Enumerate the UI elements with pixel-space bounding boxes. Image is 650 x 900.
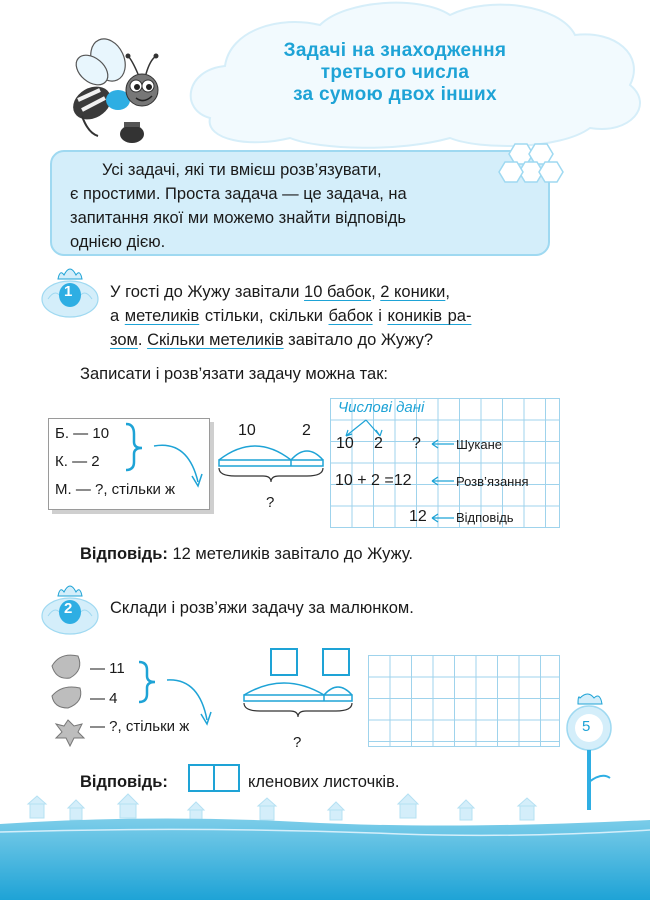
honeycomb-icon — [495, 140, 565, 200]
task1-answer: Відповідь: 12 метеликів завітало до Жужу. — [80, 545, 414, 563]
segment-diagram-2 — [240, 675, 360, 735]
answer-digit-box-2[interactable] — [213, 764, 240, 792]
card-row-dragonflies: Б. — 10 — [55, 425, 110, 442]
bee-mascot-icon — [60, 38, 180, 148]
grid-num-2: 2 — [374, 435, 383, 452]
brace-arrow-icon — [133, 658, 233, 738]
empty-box-a[interactable] — [270, 648, 298, 676]
grid-answer-num: 12 — [409, 508, 427, 525]
task2-row2: — 4 — [90, 690, 118, 707]
page-number: 5 — [582, 718, 591, 735]
task1-write-text: Записати і розв’язати задачу можна так: — [80, 365, 389, 383]
grid-num-10: 10 — [336, 435, 354, 452]
info-line2: є простими. Проста задача — це задача, на — [70, 185, 407, 203]
solution-grid-2[interactable] — [368, 655, 560, 747]
task1-line1: У гості до Жужу завітали 10 бабок, 2 коники, — [110, 283, 450, 301]
grid-sought: Шукане — [456, 437, 503, 452]
arrow-left-icon — [428, 512, 456, 524]
page-title-line2: третього числа — [320, 62, 470, 83]
task2-row1: — 11 — [90, 660, 125, 677]
diagram2-question: ? — [293, 734, 302, 751]
task2-row3: — ?, стільки ж — [90, 718, 190, 735]
arrow-left-icon — [428, 438, 456, 450]
task1-line2: а метеликів стільки, скільки бабок і коників ра- — [110, 307, 472, 325]
empty-box-b[interactable] — [322, 648, 350, 676]
task2-answer-label: Відповідь: — [80, 773, 168, 791]
card-row-butterflies: М. — ?, стільки ж — [55, 481, 176, 498]
task1-line3: зом. Скільки метеликів завітало до Жужу? — [110, 331, 433, 349]
leaf-icons — [48, 650, 88, 750]
segment-diagram-1 — [215, 438, 330, 494]
task1-number: 1 — [64, 283, 73, 300]
bottom-landscape — [0, 790, 650, 900]
card-row-grasshoppers: К. — 2 — [55, 453, 100, 470]
grid-question: ? — [412, 435, 421, 452]
task2-text: Склади і розв’яжи задачу за малюнком. — [110, 599, 414, 617]
arrow-left-icon — [428, 475, 456, 487]
page-title-line3: за сумою двох інших — [293, 84, 497, 105]
diagram1-label-a: 10 — [238, 422, 256, 439]
task2-number: 2 — [64, 600, 73, 617]
info-line4: однією дією. — [70, 233, 166, 251]
answer-digit-box-1[interactable] — [188, 764, 215, 792]
grid-equation: 10 + 2 =12 — [335, 472, 412, 489]
info-box — [50, 150, 550, 256]
diagram1-label-b: 2 — [302, 422, 311, 439]
diagram1-question: ? — [266, 494, 275, 511]
brace-arrow-icon — [118, 420, 218, 500]
info-line1: Усі задачі, які ти вмієш розв’язувати, — [102, 161, 382, 179]
task2-answer-text: кленових листочків. — [248, 773, 400, 791]
info-line3: запитання якої ми можемо знайти відповідь — [70, 209, 406, 227]
grid-solution: Розв’язання — [456, 474, 529, 489]
grid-header: Числові дані — [338, 399, 425, 416]
page-title-line1: Задачі на знаходження — [283, 40, 507, 61]
grid-answer: Відповідь — [456, 510, 514, 525]
